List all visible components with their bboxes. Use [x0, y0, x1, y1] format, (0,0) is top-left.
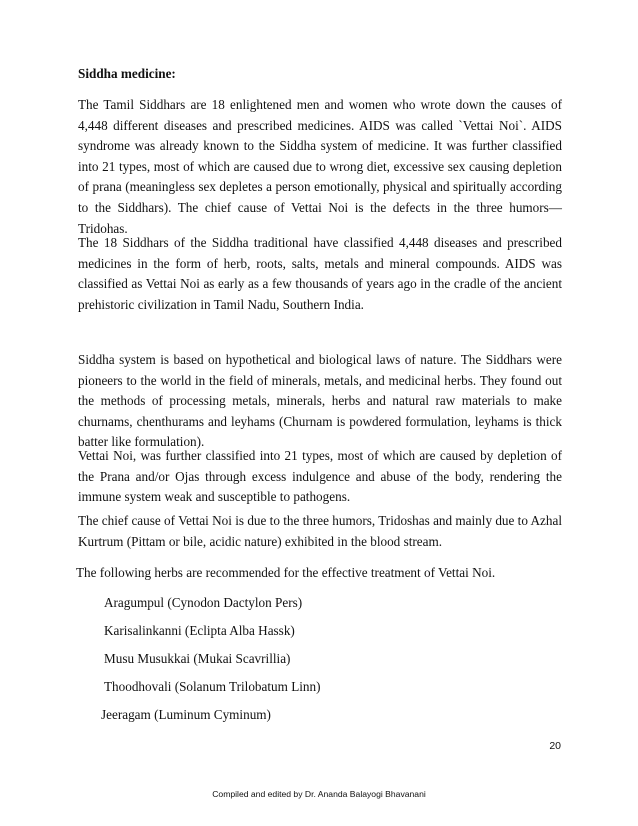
paragraph: Siddha system is based on hypothetical and biological laws of nature. The Siddhars were pioneers to the world in the field of minerals, metals, and medicinal herbs. They found out the methods of processing metals, minerals, herbs and natural raw materials to make churnams, chenthurams and leyhams (Churnam is powdered formulation, leyhams is thick batter like formulation).: [78, 352, 562, 450]
section-heading: Siddha medicine:: [78, 66, 176, 81]
paragraph: Vettai Noi, was further classified into 21 types, most of which are caused by depletion of the Prana and/or Ojas through excess indulgence and abuse of the body, rendering the immune system weak and susceptible to pathogens.: [78, 448, 562, 505]
page-footer: Compiled and edited by Dr. Ananda Balayogi Bhavanani: [212, 789, 426, 799]
paragraph: The 18 Siddhars of the Siddha traditional have classified 4,448 diseases and prescribed medicines in the form of herb, roots, salts, metals and mineral compounds. AIDS was classified as Vettai Noi as early as a few thousands of years ago in the cradle of the ancient prehistoric civilization in Tamil Nadu, Southern India.: [78, 235, 562, 312]
herb-list-item: Karisalinkanni (Eclipta Alba Hassk): [104, 623, 295, 638]
herbs-intro: The following herbs are recommended for the effective treatment of Vettai Noi.: [76, 565, 496, 580]
herb-list-item: Musu Musukkai (Mukai Scavrillia): [104, 651, 291, 666]
paragraph: The chief cause of Vettai Noi is due to the three humors, Tridoshas and mainly due to Azhal Kurtrum (Pittam or bile, acidic nature) exhibited in the blood stream.: [78, 513, 562, 549]
herb-list-item: Thoodhovali (Solanum Trilobatum Linn): [104, 679, 321, 694]
paragraph: The Tamil Siddhars are 18 enlightened men and women who wrote down the causes of 4,448 different diseases and prescribed medicines. AIDS was called `Vettai Noi`. AIDS syndrome was already known to the Siddha system of medicine. It was further classified into 21 types, most of which are caused due to wrong diet, excessive sex causing depletion of prana (meaningless sex depletes a person emotionally, physical and spiritually according to the Siddhars). The chief cause of Vettai Noi is the defects in the three humors—Tridohas.: [78, 97, 562, 236]
herb-list-item: Jeeragam (Luminum Cyminum): [101, 707, 271, 722]
page-number: 20: [549, 740, 561, 752]
herb-list-item: Aragumpul (Cynodon Dactylon Pers): [104, 595, 303, 610]
